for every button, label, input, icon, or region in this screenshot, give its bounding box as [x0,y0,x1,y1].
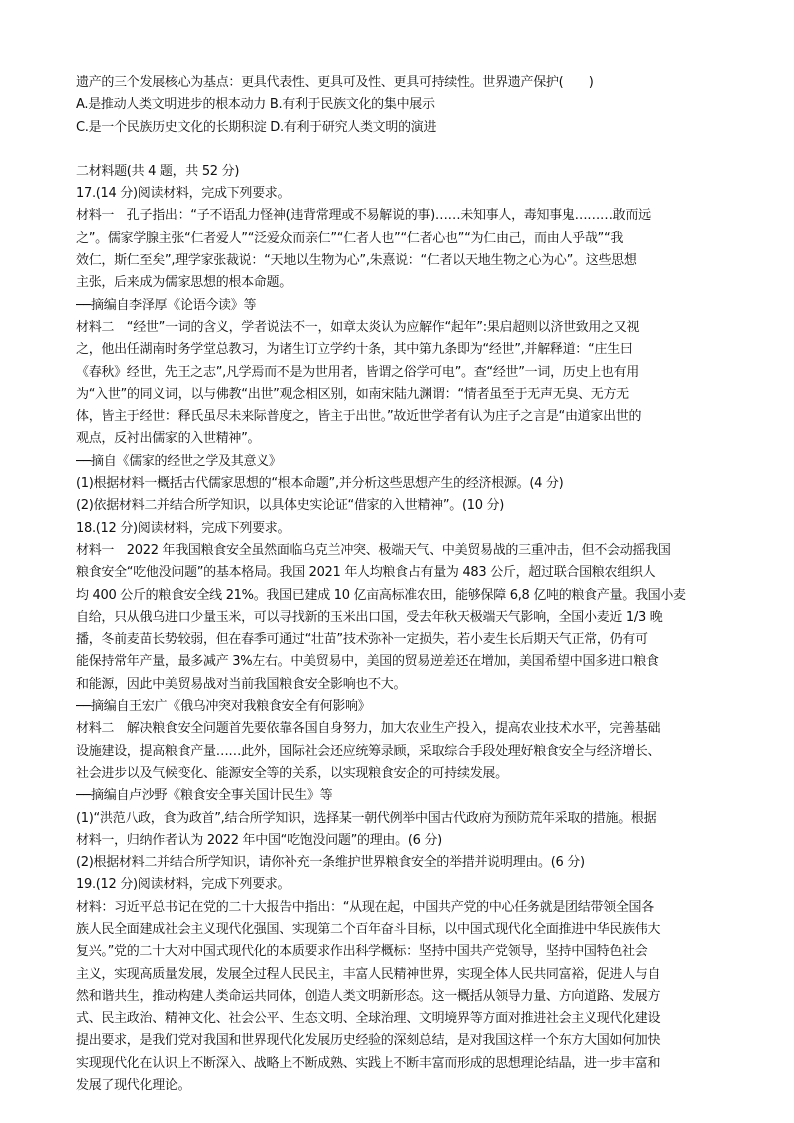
q17-material2-line: 为“入世”的同义词，以与佛教“出世”观念相区别，如南宋陆九渊谓：“情者虽至于无声无臭、无方无 [76,386,629,402]
q19-header: 19.(12 分)阅读材料，完成下列要求。 [76,877,291,893]
q18-question-2: (2)根据材料二并结合所学知识，请你补充一条维护世界粮食安全的举措并说明理由。(6 分) [76,855,585,871]
q18-header: 18.(12 分)阅读材料，完成下列要求。 [76,520,291,536]
q17-material2-line: 之，他出任湖南时务学堂总教习，为诸生订立学约十条，其中第九条即为“经世”,并解释道：“庄生曰 [76,342,633,358]
q18-material1-source: ──摘编自王宏广《俄乌冲突对我粮食安全有何影响》 [76,699,371,715]
q19-material-line: 提出要求，是我们党对我国和世界现代化发展历史经验的深刻总结，是对我国这样一个东方大国如何加快 [76,1033,661,1049]
q17-material2-line: 观点，反衬出儒家的入世精神”。 [76,431,261,447]
q17-material2-line: 体，皆主于经世：释氏虽尽未来际普度之，皆主于出世。”故近世学者有认为庄子之言是“由道家出世的 [76,409,642,425]
q18-material1-line: 自给，只从俄乌进口少量玉米，可以寻找新的玉米出口国，受去年秋天极端天气影响，全国小麦近 1/3 晚 [76,609,663,625]
q18-material2-source: ──摘编自卢沙野《粮食安全事关国计民生》等 [76,788,333,804]
q19-material-line: 发展了现代化理论。 [76,1078,191,1094]
q18-material1-line: 能保持常年产量，最多减产 3%左右。中美贸易中，美国的贸易逆差还在增加，美国希望中国多进口粮食 [76,654,659,670]
q18-material1-line: 均 400 公斤的粮食安全线 21%。我国已建成 10 亿亩高标准农田，能够保障 6,8 亿吨的粮食产量。我国小麦 [76,587,686,603]
q18-question-1-cont: 材料一，归纳作者认为 2022 年中国“吃饱没问题”的理由。(6 分) [76,832,442,848]
q17-material1-line: 主张，后来成为儒家思想的根本命题。 [76,275,292,291]
q18-material2-line: 材料二 解决粮食安全问题首先要依靠各国自身努力，加大农业生产投入，提高农业技术水平，完善基础 [76,721,661,737]
q18-material1-line: 播，冬前麦苗长势较弱，但在春季可通过“壮苗”技术弥补一定损失，若小麦生长后期天气正常，仍有可 [76,632,648,648]
q16-options-ab: A.是推动人类文明进步的根本动力 B.有利于民族文化的集中展示 [76,97,435,113]
q18-material1-line: 和能源，因此中美贸易战对当前我国粮食安全影响也不大。 [76,676,407,692]
q19-material-line: 材料：习近平总书记在党的二十大报告中指出：“从现在起，中国共产党的中心任务就是团结带领全国各 [76,899,654,915]
q17-material1-line: 之”。儒家学腺主张“仁者爱人”“泛爱众而亲仁”“仁者人也”“仁者心也”“为仁由己，而由人乎哉”“我 [76,230,624,246]
q17-material2-source: ──摘自《儒家的经世之学及其意义》 [76,453,282,469]
q18-question-1: (1)“洪范八政，食为政首”,结合所学知识，选择某一朝代例举中国古代政府为预防荒年采取的措施。根据 [76,810,657,826]
q17-material1-line: 效仁，斯仁至矣”,理学家张裁说：“天地以生物为心”,朱熹说：“仁者以天地生物之心为心”。这些思想 [76,253,637,269]
q18-material1-line: 材料一 2022 年我国粮食安全虽然面临乌克兰冲突、极端天气、中美贸易战的三重冲击，但不会动摇我国 [76,542,671,558]
q17-question-1: (1)根据材料一概括古代儒家思想的“根本命题”,并分析这些思想产生的经济根源。(4 分) [76,476,564,492]
q17-material1-line: 材料一 孔子指出：“子不语乱力怪神(违背常理或不易解说的事)……未知事人，毒知事鬼………敢而远 [76,208,651,224]
q19-material-line: 式、民主政治、精神文化、社会公平、生态文明、全球治理、文明境界等方面对推进社会主义现代化建设 [76,1011,661,1027]
section2-title: 二材料题(共 4 题，共 52 分) [76,163,240,179]
q17-material2-line: 材料二 “经世”一词的含义，学者说法不一，如章太炎认为应解作“起年”:果启超则以济世致用之又视 [76,319,640,335]
q19-material-line: 族人民全面建成社会主义现代化强国、实现第二个百年奋斗目标，以中国式现代化全面推进中华民族伟大 [76,921,661,937]
exam-page [76,72,726,1097]
q17-material2-line: 《春秋》经世，先王之志”,凡学焉而不是为世用者，皆谓之俗学可电”。查“经世”一词，历史上也有用 [76,364,639,380]
q19-material-line: 实现现代化在认识上不断深入、战略上不断成熟、实践上不断丰富而形成的思想理论结晶，进一步丰富和 [76,1055,661,1071]
q18-material2-line: 社会进步以及气候变化、能源安全等的关系，以实现粮食安企的可持续发展。 [76,765,508,781]
q17-material1-source: ──摘编自李泽厚《论语今读》等 [76,297,257,313]
q19-material-line: 然和谐共生，推动构建人类命运共同体，创造人类文明新形态。这一概括从领导力量、方向道路、发展方 [76,988,661,1004]
q16-stem-end: 遗产的三个发展核心为基点：更具代表性、更具可及性、更具可持续性。世界遗产保护( ) [76,75,594,90]
q18-material1-line: 粮食安全“吃他没问题”的基本格局。我国 2021 年人均粮食占有量为 483 公斤，超过联合国粮农组织人 [76,565,656,581]
q19-material-line: 主义，实现高质量发展，发展全过程人民民主，丰富人民精神世界，实现全体人民共同富裕，促进人与自 [76,966,661,982]
q16-options-cd: C.是一个民族历史文化的长期积淀 D.有利于研究人类文明的演进 [76,119,437,135]
section-gap [76,139,726,161]
q18-material2-line: 设施建设，提高粮食产量……此外，国际社会还应统筹录顾，采取综合手段处理好粮食安全与经济增长、 [76,743,661,759]
q19-material-line: 复兴。”党的二十大对中国式现代化的本质要求作出科学概标：坚持中国共产党领导，坚持中国特色社会 [76,944,648,960]
q17-header: 17.(14 分)阅读材料，完成下列要求。 [76,186,291,202]
q17-question-2: (2)依据材料二并结合所学知识，以具体史实论证“借家的入世精神”。(10 分) [76,498,505,514]
